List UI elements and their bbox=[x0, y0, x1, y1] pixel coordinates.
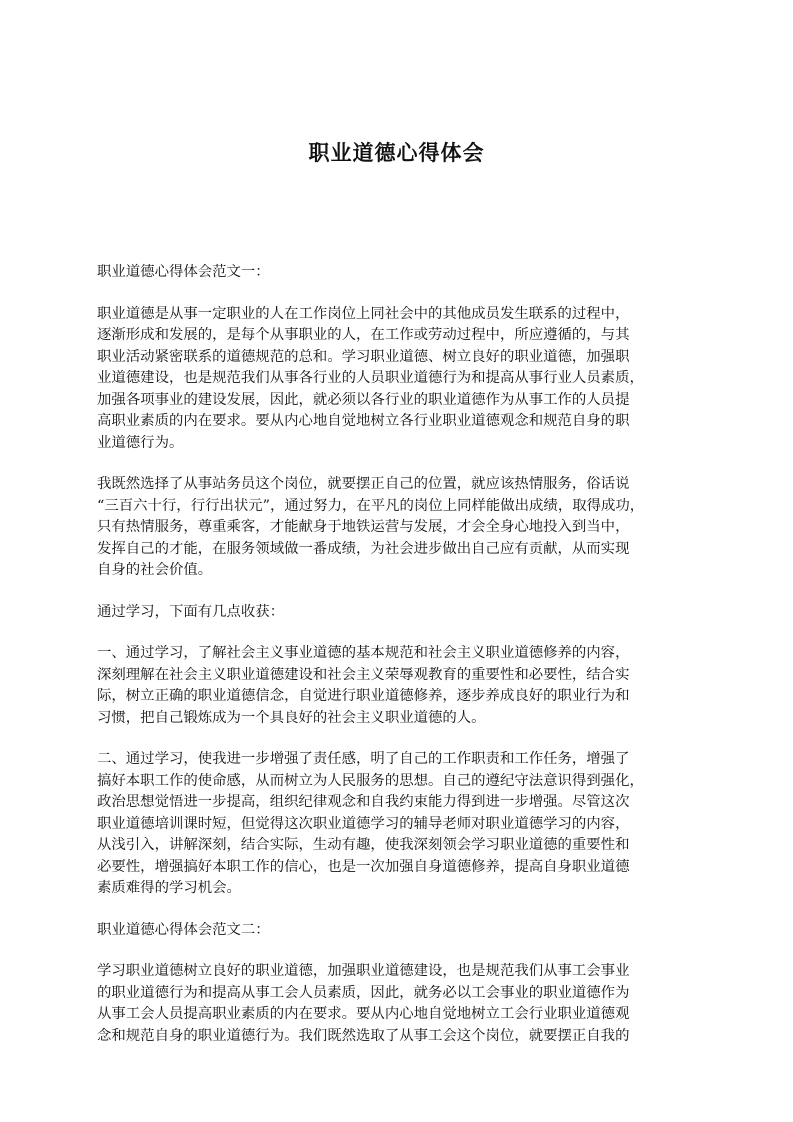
paragraph-line: 念和规范自身的职业道德行为。我们既然选取了从事工会这个岗位，就要摆正自我的 bbox=[97, 1027, 630, 1044]
paragraph-line: 职业道德心得体会范文一： bbox=[97, 264, 270, 280]
paragraph-line: 业道德行为。 bbox=[97, 434, 184, 451]
paragraph-line: 二、通过学习，使我进一步增强了责任感，明了自己的工作职责和工作任务，增强了 bbox=[97, 751, 630, 767]
paragraph-line: 发挥自己的才能，在服务领域做一番成绩，为社会进步做出自己应有贡献，从而实现 bbox=[97, 540, 630, 557]
paragraph-line: 深刻理解在社会主义职业道德建设和社会主义荣辱观教育的重要性和必要性，结合实 bbox=[97, 666, 630, 683]
paragraph-line: 业道德建设，也是规范我们从事各行业的人员职业道德行为和提高从事行业人员素质， bbox=[97, 370, 644, 386]
paragraph-line: 学习职业道德树立良好的职业道德，加强职业道德建设，也是规范我们从事工会事业 bbox=[97, 963, 630, 979]
paragraph-line: 从事工会人员提高职业素质的内在要求。要从内心地自觉地树立工会行业职业道德观 bbox=[97, 1006, 630, 1022]
paragraph bbox=[97, 749, 705, 900]
paragraph-line: 一、通过学习，了解社会主义事业道德的基本规范和社会主义职业道德修养的内容， bbox=[97, 645, 630, 661]
paragraph-line: 职业活动紧密联系的道德规范的总和。学习职业道德、树立良好的职业道德，加强职 bbox=[97, 348, 630, 365]
paragraph-line: 高职业素质的内在要求。要从内心地自觉地树立各行业职业道德观念和规范自身的职 bbox=[97, 413, 630, 429]
paragraph bbox=[97, 961, 705, 1047]
paragraph-line: 素质难得的学习机会。 bbox=[97, 880, 241, 896]
paragraph-line: 际，树立正确的职业道德信念，自觉进行职业道德修养，逐步养成良好的职业行为和 bbox=[97, 688, 630, 704]
paragraph-line: 我既然选择了从事站务员这个岗位，就要摆正自己的位置，就应该热情服务，俗话说 bbox=[97, 476, 630, 492]
paragraph-line: 职业道德是从事一定职业的人在工作岗位上同社会中的其他成员发生联系的过程中， bbox=[97, 305, 630, 322]
paragraph bbox=[97, 643, 705, 729]
paragraph-line: 自身的社会价值。 bbox=[97, 562, 213, 578]
paragraph bbox=[97, 262, 705, 284]
paragraph-line: 只有热情服务，尊重乘客，才能献身于地铁运营与发展，才会全身心地投入到当中， bbox=[97, 519, 630, 535]
paragraph bbox=[97, 920, 705, 942]
paragraph bbox=[97, 474, 705, 582]
paragraph-line: 必要性，增强搞好本职工作的信心，也是一次加强自身道德修养，提高自身职业道德 bbox=[97, 858, 630, 875]
paragraph-line: “三百六十行，行行出状元”，通过努力，在平凡的岗位上同样能做出成绩，取得成功， bbox=[97, 497, 645, 514]
paragraph-line: 的职业道德行为和提高从事工会人员素质，因此，就务必以工会事业的职业道德作为 bbox=[97, 984, 630, 1001]
paragraph-line: 加强各项事业的建设发展，因此，就必须以各行业的职业道德作为从事工作的人员提 bbox=[97, 391, 630, 408]
paragraph-line: 通过学习，下面有几点收获： bbox=[97, 603, 285, 620]
paragraph bbox=[97, 602, 705, 624]
document-body bbox=[97, 262, 705, 1067]
paragraph-line: 政治思想觉悟进一步提高，组织纪律观念和自我约束能力得到进一步增强。尽管这次 bbox=[97, 794, 630, 810]
paragraph-line: 逐渐形成和发展的，是每个从事职业的人，在工作或劳动过程中，所应遵循的，与其 bbox=[97, 327, 630, 343]
paragraph-line: 从浅引入，讲解深刻，结合实际，生动有趣，使我深刻领会学习职业道德的重要性和 bbox=[97, 837, 630, 853]
paragraph-line: 搞好本职工作的使命感，从而树立为人民服务的思想。自己的遵纪守法意识得到强化， bbox=[97, 772, 644, 789]
paragraph-line: 职业道德心得体会范文二： bbox=[97, 921, 270, 938]
paragraph-line: 习惯，把自己锻炼成为一个具良好的社会主义职业道德的人。 bbox=[97, 709, 486, 726]
paragraph-line: 职业道德培训课时短，但觉得这次职业道德学习的辅导老师对职业道德学习的内容， bbox=[97, 815, 630, 832]
document-title: 职业道德心得体会 bbox=[308, 141, 485, 165]
paragraph bbox=[97, 304, 705, 455]
